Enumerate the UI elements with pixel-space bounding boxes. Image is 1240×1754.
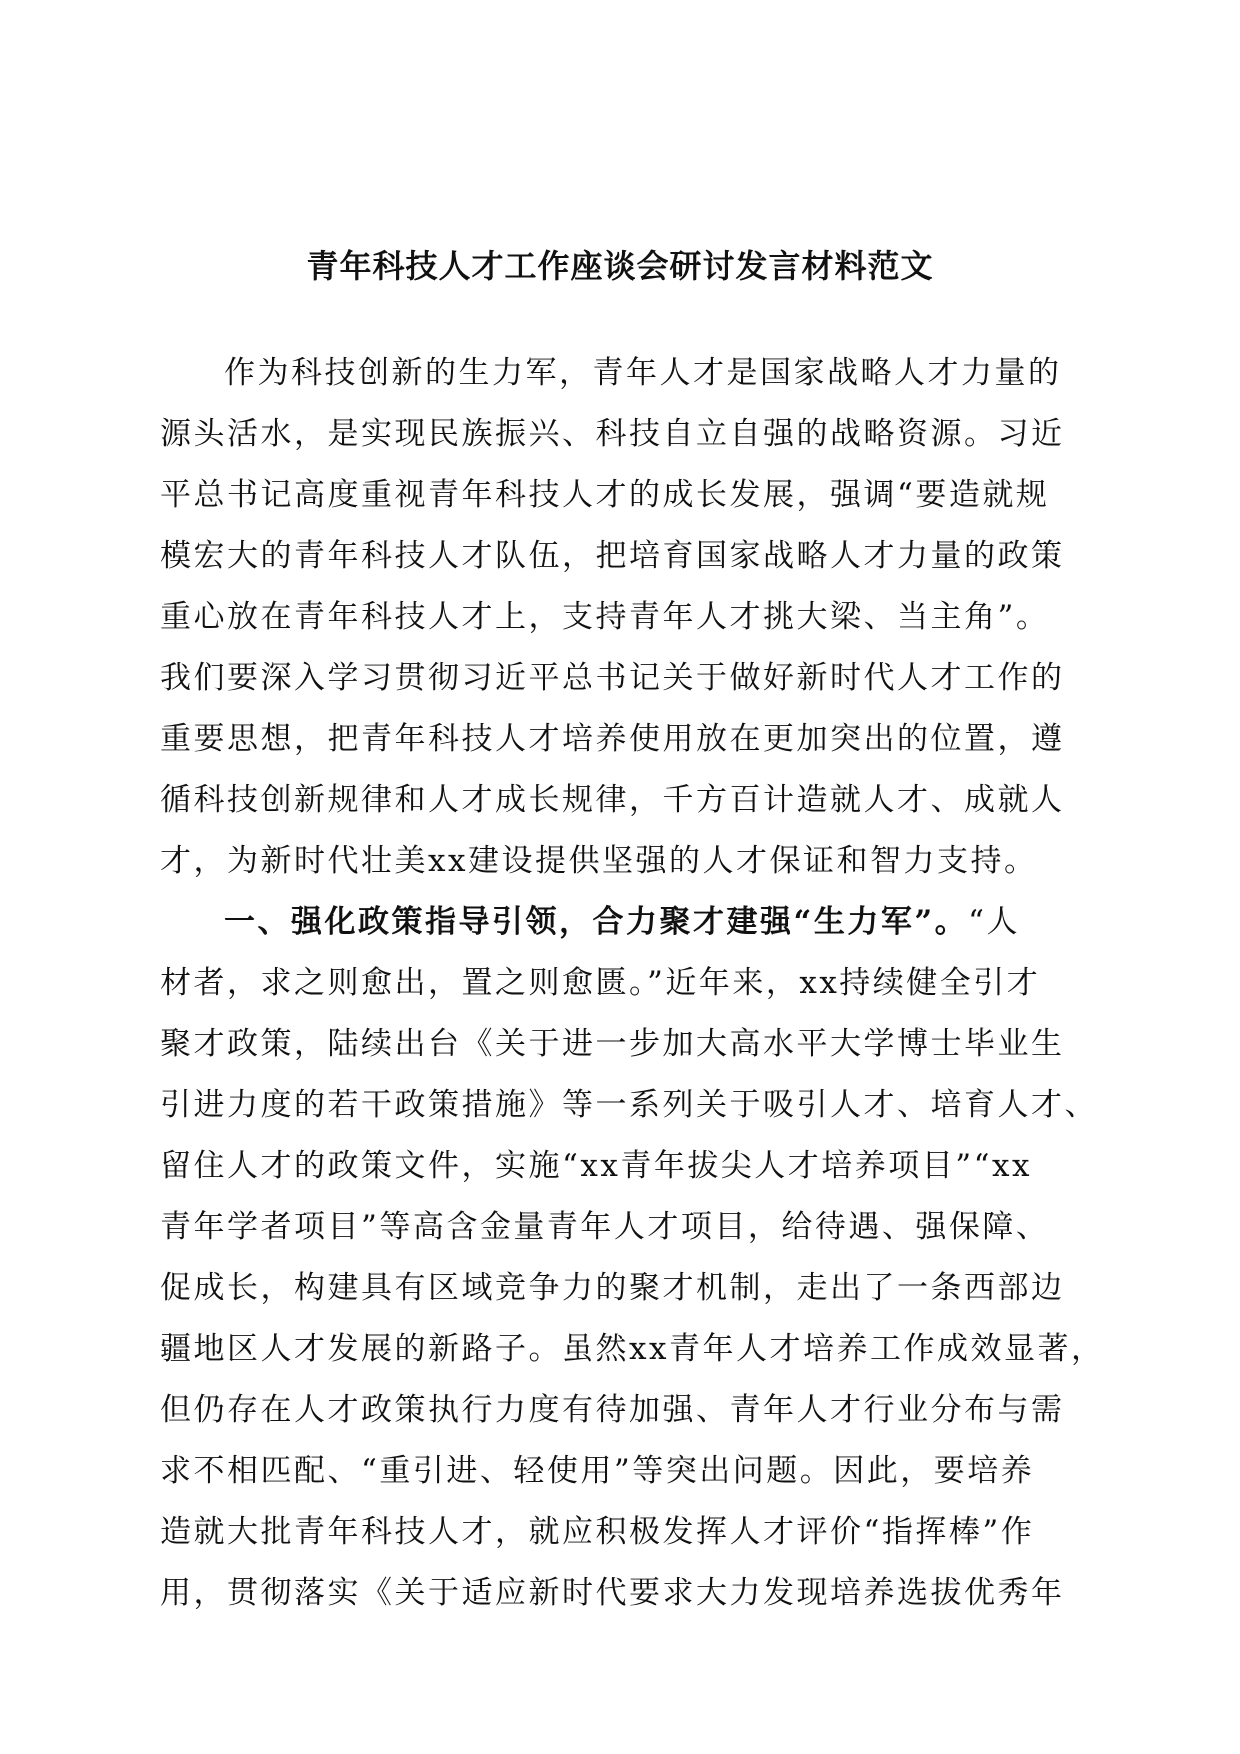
paragraph-line: 平总书记高度重视青年科技人才的成长发展，强调“要造就规 (160, 477, 1050, 513)
document-title: 青年科技人才工作座谈会研讨发言材料范文 (306, 247, 934, 285)
paragraph-line: 造就大批青年科技人才，就应积极发挥人才评价“指挥棒”作 (160, 1514, 1035, 1550)
paragraph-line: 疆地区人才发展的新路子。虽然xx青年人才培养工作成效显著， (160, 1331, 1105, 1367)
paragraph-line: 重心放在青年科技人才上，支持青年人才挑大梁、当主角”。 (160, 599, 1050, 635)
paragraph-line: 引进力度的若干政策措施》等一系列关于吸引人才、培育人才、 (160, 1087, 1098, 1123)
paragraph-line: 聚才政策，陆续出台《关于进一步加大高水平大学博士毕业生 (160, 1026, 1065, 1062)
section-heading-line (160, 892, 1080, 953)
paragraph-line: 我们要深入学习贯彻习近平总书记关于做好新时代人才工作的 (160, 660, 1065, 696)
paragraph-line: 但仍存在人才政策执行力度有待加强、青年人才行业分布与需 (160, 1392, 1065, 1428)
paragraph-line: 留住人才的政策文件，实施“xx青年拔尖人才培养项目”“xx (160, 1148, 1032, 1184)
paragraph-line: 促成长，构建具有区域竞争力的聚才机制，走出了一条西部边 (160, 1270, 1065, 1306)
section-heading: 一、强化政策指导引领，合力聚才建强“生力军”。 (224, 904, 969, 940)
paragraph-line: 才，为新时代壮美xx建设提供坚强的人才保证和智力支持。 (160, 843, 1038, 879)
paragraph-line: 青年学者项目”等高含金量青年人才项目，给待遇、强保障、 (160, 1209, 1050, 1245)
document-body (160, 343, 1105, 1624)
paragraph-line: 材者，求之则愈出，置之则愈匮。”近年来，xx持续健全引才 (160, 965, 1041, 1001)
paragraph-line: 用，贯彻落实《关于适应新时代要求大力发现培养选拔优秀年 (160, 1575, 1065, 1611)
paragraph-line: 重要思想，把青年科技人才培养使用放在更加突出的位置，遵 (160, 721, 1065, 757)
paragraph-line: 源头活水，是实现民族振兴、科技自立自强的战略资源。习近 (160, 416, 1065, 452)
paragraph-line: 模宏大的青年科技人才队伍，把培育国家战略人才力量的政策 (160, 538, 1065, 574)
paragraph-line: 求不相匹配、“重引进、轻使用”等突出问题。因此，要培养 (160, 1453, 1035, 1489)
paragraph-line: 循科技创新规律和人才成长规律，千方百计造就人才、成就人 (160, 782, 1065, 818)
paragraph-line: 作为科技创新的生力军，青年人才是国家战略人才力量的 (224, 355, 1062, 391)
section-heading-tail: “人 (968, 904, 1021, 940)
